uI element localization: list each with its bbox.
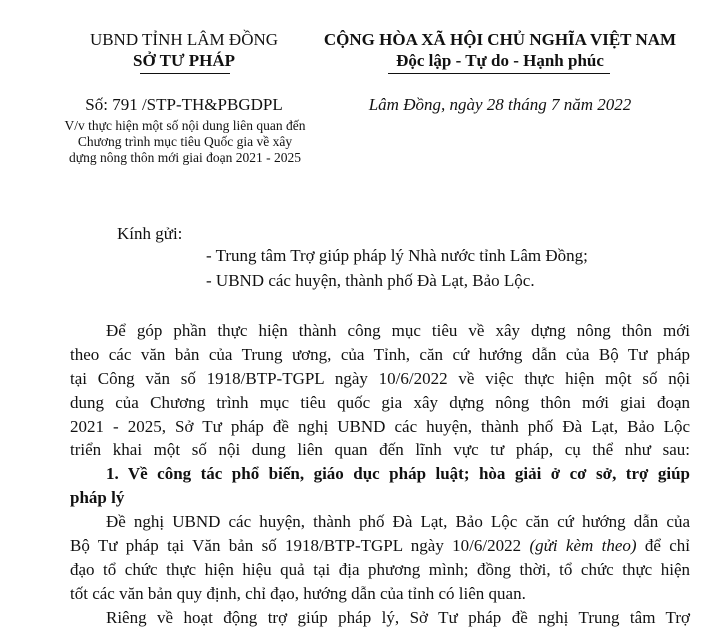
body-line: dung của Chương trình mục tiêu quốc gia xây dựng nông thôn mới giai đoạn [70,393,690,412]
recipient-item: - UBND các huyện, thành phố Đà Lạt, Bảo Lộc. [206,271,535,290]
body-line: Đề nghị UBND các huyện, thành phố Đà Lạt, Bảo Lộc căn cứ hướng dẫn của [106,512,690,531]
body-line: tại Công văn số 1918/BTP-TGPL ngày 10/6/2022 về việc thực hiện một số nội [70,369,690,388]
body-text: Bộ Tư pháp tại Văn bản số 1918/BTP-TGPL ngày 10/6/2022 [70,536,530,555]
body-text: để chỉ [636,536,690,555]
document-number: Số: 791 /STP-TH&PBGDPL [85,95,283,114]
subject-line: Chương trình mục tiêu Quốc gia về xây [77,134,293,149]
section-heading: pháp lý [70,488,125,507]
national-motto: Độc lập - Tự do - Hạnh phúc [396,51,604,70]
organization-underline [140,73,230,74]
motto-underline [388,73,610,74]
body-line: Riêng về hoạt động trợ giúp pháp lý, Sở Tư pháp đề nghị Trung tâm Trợ [106,608,690,627]
organization-name: SỞ TƯ PHÁP [132,51,235,70]
recipient-item: - Trung tâm Trợ giúp pháp lý Nhà nước tỉnh Lâm Đồng; [206,246,588,265]
body-line: theo các văn bản của Trung ương, của Tỉnh, căn cứ hướng dẫn của Bộ Tư pháp [70,345,690,364]
body-text-italic: (gửi kèm theo) [529,536,637,555]
subject-line: dựng nông thôn mới giai đoạn 2021 - 2025 [69,150,301,165]
greeting: Kính gửi: [117,224,183,243]
body-line: 2021 - 2025, Sở Tư pháp đề nghị UBND các huyện, thành phố Đà Lạt, Bảo Lộc [70,417,690,436]
national-title: CỘNG HÒA XÃ HỘI CHỦ NGHĨA VIỆT NAM [323,30,677,49]
document-date: Lâm Đồng, ngày 28 tháng 7 năm 2022 [368,95,632,114]
section-heading: 1. Về công tác phổ biến, giáo dục pháp luật; hòa giải ở cơ sở, trợ giúp [106,464,690,483]
body-line: triển khai một số nội dung liên quan đến lĩnh vực tư pháp, cụ thể như sau: [70,440,690,459]
body-line: tốt các văn bản quy định, chỉ đạo, hướng dẫn của tỉnh có liên quan. [70,584,526,603]
body-line: đạo tổ chức thực hiện hiệu quả tại địa phương mình; đồng thời, tổ chức thực hiện [70,560,690,579]
body-line [70,536,690,556]
subject-line: V/v thực hiện một số nội dung liên quan đến [64,118,306,133]
body-line: Để góp phần thực hiện thành công mục tiêu về xây dựng nông thôn mới [106,321,690,340]
organization-parent: UBND TỈNH LÂM ĐỒNG [89,30,279,49]
